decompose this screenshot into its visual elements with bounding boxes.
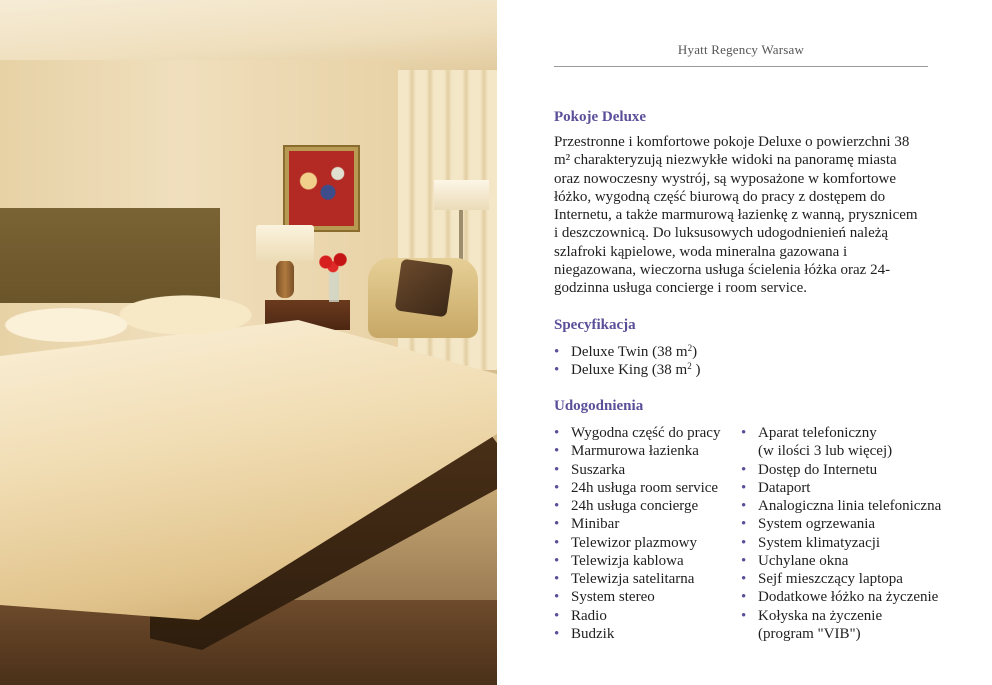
list-item-text: Deluxe King (38 m — [571, 362, 688, 379]
list-item — [741, 424, 941, 442]
list-item-text: Telewizja satelitarna — [571, 571, 695, 587]
bullet-icon: • — [554, 443, 560, 460]
list-item-continuation: (program "VIB") — [758, 625, 861, 642]
list-item — [741, 570, 941, 588]
bullet-icon: • — [554, 552, 560, 569]
table-lamp-base — [276, 260, 294, 298]
list-item-text: System klimatyzacji — [758, 534, 881, 551]
bullet-icon: • — [554, 498, 560, 514]
list-item — [554, 515, 720, 533]
bullet-icon: • — [554, 589, 560, 606]
pillows — [0, 270, 265, 370]
list-item — [741, 607, 941, 625]
bullet-icon: • — [741, 552, 747, 569]
table-lamp-shade — [256, 225, 314, 261]
list-item — [741, 552, 941, 570]
list-item — [741, 479, 941, 497]
list-item-text: Marmurowa łazienka — [571, 443, 699, 460]
bullet-icon: • — [554, 425, 560, 441]
description-line: szlafroki kąpielowe, woda mineralna gazowana i — [554, 243, 848, 260]
bullet-icon: • — [741, 589, 747, 606]
wall-painting — [283, 145, 360, 232]
list-item — [554, 479, 720, 497]
bullet-icon: • — [741, 516, 747, 533]
list-item-tail: ) — [692, 344, 698, 360]
list-item — [554, 361, 700, 379]
list-item — [554, 497, 720, 515]
list-item — [554, 343, 700, 361]
description-line: m² charakteryzują niezwykłe widoki na panoramę miasta — [554, 152, 897, 169]
amenities-list-right — [741, 424, 941, 643]
bullet-icon: • — [741, 534, 747, 551]
bullet-icon: • — [554, 607, 560, 624]
list-item-text: Minibar — [571, 516, 620, 533]
flowers — [315, 250, 351, 274]
bullet-icon: • — [741, 461, 747, 478]
list-item — [741, 497, 941, 515]
list-item-text: Radio — [571, 607, 607, 624]
list-item-text: 24h usługa concierge — [571, 498, 699, 514]
list-item-text: Dataport — [758, 479, 811, 496]
list-item-text: Suszarka — [571, 461, 626, 478]
list-item-text: System stereo — [571, 589, 655, 606]
list-item — [554, 424, 720, 442]
list-item-continuation: (w ilości 3 lub więcej) — [758, 443, 893, 460]
list-item — [741, 461, 941, 479]
bullet-icon: • — [741, 479, 747, 496]
superscript: 2 — [687, 343, 693, 353]
list-item-text: System ogrzewania — [758, 516, 876, 533]
list-item-text: Dodatkowe łóżko na życzenie — [758, 589, 939, 606]
description-line: niegazowana, wieczorna usługa ścielenia łóżka oraz 24- — [554, 262, 891, 279]
header-rule — [554, 66, 928, 67]
list-item — [554, 625, 720, 643]
bullet-icon: • — [741, 571, 747, 587]
rooms-description — [554, 133, 929, 298]
list-item-text: Aparat telefoniczny — [758, 425, 877, 441]
rooms-heading: Pokoje Deluxe — [554, 109, 647, 125]
list-item — [554, 607, 720, 625]
list-item — [554, 588, 720, 606]
specs-heading: Specyfikacja — [554, 317, 636, 333]
document-header: Hyatt Regency Warsaw — [677, 42, 805, 57]
description-line: godzinna usługa concierge i room service. — [554, 280, 807, 297]
list-item-text: Analogiczna linia telefoniczna — [758, 498, 942, 514]
superscript: 2 — [687, 361, 692, 372]
list-item-tail: ) — [691, 362, 701, 379]
bullet-icon: • — [741, 425, 747, 441]
floor-lamp-shade — [434, 180, 489, 210]
list-item — [741, 534, 941, 552]
bullet-icon: • — [554, 344, 560, 360]
description-line: łóżko, wygodną część biurową do pracy z dostępem do — [554, 188, 886, 205]
list-item — [554, 552, 720, 570]
list-item-text: Telewizor plazmowy — [571, 534, 697, 551]
list-item — [554, 534, 720, 552]
description-line: Przestronne i komfortowe pokoje Deluxe o powierzchni 38 — [554, 134, 910, 150]
list-item — [554, 461, 720, 479]
list-item-text: Sejf mieszczący laptopa — [758, 571, 903, 587]
list-item — [554, 570, 720, 588]
bullet-icon: • — [741, 607, 747, 624]
specs-list — [554, 343, 700, 380]
list-item-text: Uchylane okna — [758, 552, 849, 569]
bullet-icon: • — [554, 625, 560, 642]
bullet-icon: • — [554, 571, 560, 587]
bullet-icon: • — [554, 516, 560, 533]
description-line: i deszczownicą. Do luksusowych udogodnienień należą — [554, 225, 889, 242]
amenities-heading: Udogodnienia — [554, 398, 644, 414]
list-item-text: 24h usługa room service — [571, 479, 719, 496]
list-item-text: Deluxe Twin (38 m — [571, 344, 688, 360]
vase — [329, 272, 339, 302]
list-item-text: Dostęp do Internetu — [758, 461, 878, 478]
list-item — [741, 515, 941, 533]
bullet-icon: • — [741, 498, 747, 514]
amenities-list-left — [554, 424, 720, 643]
list-item-text: Budzik — [571, 625, 615, 642]
cushion — [395, 259, 454, 318]
list-item — [741, 588, 941, 606]
bullet-icon: • — [554, 534, 560, 551]
description-line: Internetu, a także marmurową łazienkę z wanną, prysznicem — [554, 207, 918, 224]
list-item-text: Telewizja kablowa — [571, 552, 684, 569]
list-item-text: Wygodna część do pracy — [571, 425, 721, 441]
list-item-text: Kołyska na życzenie — [758, 607, 883, 624]
bullet-icon: • — [554, 479, 560, 496]
bullet-icon: • — [554, 362, 560, 379]
description-line: oraz nowoczesny wystrój, są wyposażone w komfortowe — [554, 170, 896, 187]
list-item — [554, 442, 720, 460]
bullet-icon: • — [554, 461, 560, 478]
